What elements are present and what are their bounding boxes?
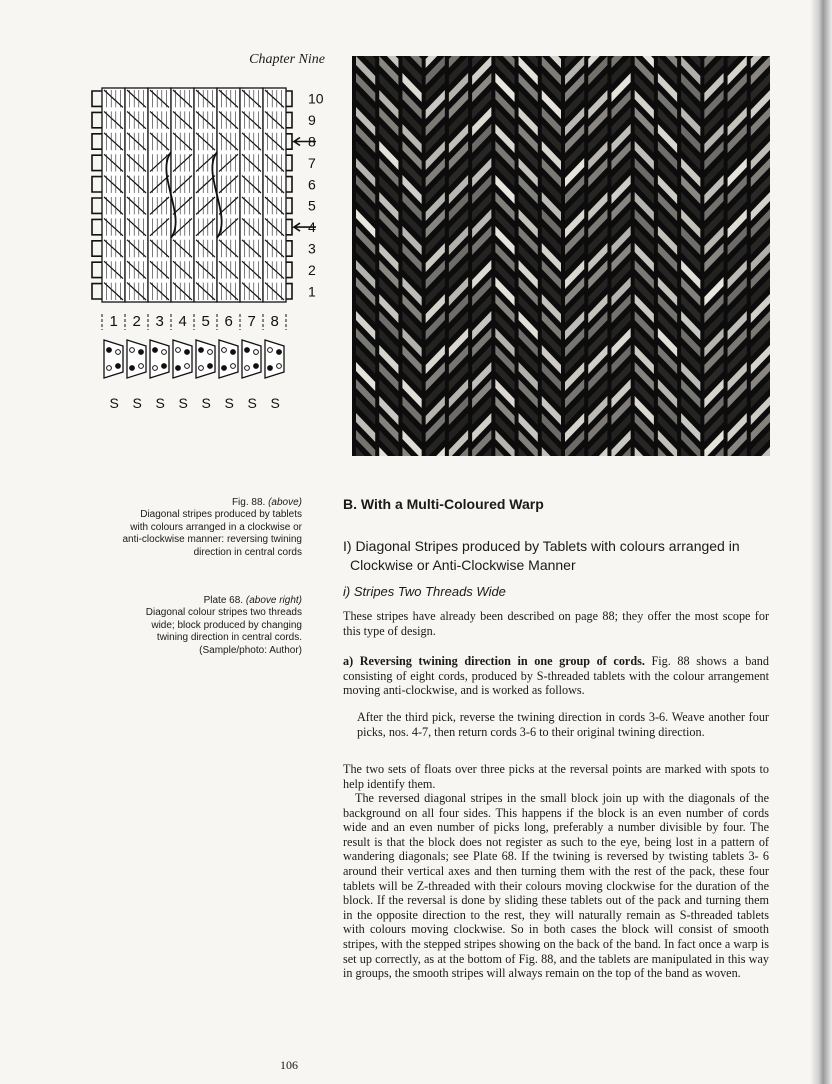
- tablet-hole: [130, 366, 135, 371]
- threading-letter: S: [201, 395, 211, 411]
- weft-loop: [92, 262, 102, 277]
- tablet-hole: [176, 348, 181, 353]
- tablet-hole: [268, 366, 273, 371]
- row-number: 1: [308, 283, 316, 300]
- tablet: [219, 340, 238, 378]
- section-heading: B. With a Multi-Coloured Warp: [343, 496, 544, 512]
- tablet-hole: [153, 348, 158, 353]
- weft-loop: [286, 177, 292, 192]
- tablet-hole: [162, 364, 167, 369]
- weft-loop: [286, 91, 292, 106]
- page-number: 106: [280, 1058, 298, 1072]
- tablet: [150, 340, 169, 378]
- tablet-hole: [199, 366, 204, 371]
- row-number: 8: [308, 133, 316, 150]
- weft-loop: [286, 198, 292, 213]
- weft-loop: [92, 219, 102, 234]
- tablet-hole: [231, 364, 236, 369]
- cord-number: 2: [132, 313, 141, 330]
- tablet-hole: [222, 366, 227, 371]
- caption-line: Diagonal colour stripes two threads: [145, 607, 302, 619]
- weft-loop: [92, 112, 102, 127]
- paragraph: These stripes have already been described on page 88; they offer the most scope for this type of design.: [343, 609, 769, 638]
- tablet-hole: [153, 366, 158, 371]
- paragraph: The two sets of floats over three picks at the reversal points are marked with spots to help identify them.: [343, 762, 769, 791]
- caption-line: twining direction in central cords.: [156, 632, 302, 644]
- plate-68-photo: [352, 56, 770, 456]
- tablet-hole: [208, 364, 213, 369]
- tablet-hole: [231, 350, 236, 355]
- plate-68-ref: (above right): [245, 595, 302, 606]
- fig-88-diagram: [88, 80, 328, 430]
- paragraph: The reversed diagonal stripes in the small block join up with the diagonals of the background on all four sides. This happens if the block is an even number of cords wide and an even number of picks long, preferably a number divisible by four. The result is that the block does not register as such to the eye, being lost in a pattern of wandering diagonals; see Plate 68. If the twining is reversed by twisting tablets 3- 6 around their vertical axes and then turning them with the rest of the pack, these four tablets will be Z-threaded with their colours moving clockwise for the duration of the block. If the reversal is done by sliding these tablets out of the pack and turning them in the opposite direction to the rest, they will naturally remain as S-threaded tablets with colours moving clockwise. So in both cases the block will consist of smooth stripes, with the stepped stripes showing on the back of the band. In fact once a warp is set up correctly, as at the bottom of Fig. 88, and the tablets are manipulated in this way in groups, the smooth stripes will always remain on the top of the band as woven.: [343, 791, 769, 981]
- caption-line: Diagonal stripes produced by tablets: [140, 509, 302, 521]
- fig-88-label: Fig. 88.: [231, 497, 266, 508]
- weft-loop: [92, 241, 102, 256]
- weft-loop: [92, 177, 102, 192]
- tablet-hole: [130, 348, 135, 353]
- tablet-hole: [176, 366, 181, 371]
- tablet-hole: [185, 350, 190, 355]
- tablet-hole: [222, 348, 227, 353]
- tablet-hole: [277, 364, 282, 369]
- row-number: 6: [308, 176, 316, 193]
- tablet: [173, 340, 192, 378]
- tablet: [127, 340, 146, 378]
- tablet: [242, 340, 261, 378]
- weft-loop: [286, 155, 292, 170]
- subheading: I) Diagonal Stripes produced by Tablets with colours arranged in Clockwise or Anti-Clockwise Manner: [343, 538, 740, 573]
- caption-line: direction in central cords: [193, 546, 302, 558]
- tablet-hole: [162, 350, 167, 355]
- plate-68-label: Plate 68.: [203, 595, 244, 606]
- row-number: 2: [308, 261, 316, 278]
- tablet-hole: [245, 366, 250, 371]
- weft-loop: [286, 241, 292, 256]
- running-header: Chapter Nine: [249, 52, 325, 67]
- threading-letter: S: [270, 395, 280, 411]
- threading-letter: S: [247, 395, 257, 411]
- tablet-hole: [254, 364, 259, 369]
- paragraph-body: Fig. 88 shows a band consisting of eight cords, produced by S-threaded tablets with the colour arrangement moving anti-clockwise, and is worked as follows.: [343, 654, 769, 698]
- threading-letter: S: [178, 395, 188, 411]
- tablet-hole: [254, 350, 259, 355]
- row-number: 3: [308, 240, 316, 257]
- tablet-hole: [139, 364, 144, 369]
- fig-88-ref: (above): [268, 497, 302, 508]
- caption-line: (Sample/photo: Author): [199, 644, 302, 656]
- threading-letter: S: [132, 395, 142, 411]
- row-number: 4: [308, 219, 316, 236]
- weft-loop: [286, 112, 292, 127]
- cord-number: 8: [270, 313, 279, 330]
- tablet-hole: [139, 350, 144, 355]
- weft-loop: [286, 134, 292, 149]
- italic-heading: i) Stripes Two Threads Wide: [343, 584, 506, 599]
- tablet: [104, 340, 123, 378]
- cord-number: 4: [178, 313, 187, 330]
- weft-loop: [92, 91, 102, 106]
- weft-loop: [286, 262, 292, 277]
- tablet-hole: [277, 350, 282, 355]
- plate-68-caption: [110, 595, 302, 657]
- caption-line: anti-clockwise manner: reversing twining: [122, 534, 302, 546]
- tablet-hole: [107, 366, 112, 371]
- row-number: 7: [308, 154, 316, 171]
- tablet-hole: [268, 348, 273, 353]
- tablet-hole: [107, 348, 112, 353]
- cord-number: 5: [201, 313, 210, 330]
- row-number: 5: [308, 197, 316, 214]
- tablet-hole: [245, 348, 250, 353]
- weft-loop: [286, 284, 292, 299]
- tablet: [265, 340, 284, 378]
- weft-loop: [92, 284, 102, 299]
- weft-loop: [286, 219, 292, 234]
- fig-88-caption: [110, 497, 302, 559]
- tablet: [196, 340, 215, 378]
- page-binding-edge: [810, 0, 832, 1084]
- cord-number: 7: [247, 313, 256, 330]
- weft-loop: [92, 198, 102, 213]
- paragraph: [343, 654, 769, 698]
- cord-number: 1: [109, 313, 118, 330]
- caption-line: wide; block produced by changing: [151, 619, 302, 631]
- paragraph-bold-lead: a) Reversing twining direction in one group of cords.: [343, 654, 645, 668]
- row-number: 10: [308, 90, 324, 107]
- threading-letter: S: [155, 395, 165, 411]
- tablet-hole: [199, 348, 204, 353]
- row-number: 9: [308, 112, 316, 129]
- cord-number: 6: [224, 313, 233, 330]
- tablet-hole: [208, 350, 213, 355]
- threading-letter: S: [109, 395, 119, 411]
- weft-loop: [92, 155, 102, 170]
- tablet-hole: [185, 364, 190, 369]
- caption-line: with colours arranged in a clockwise or: [130, 521, 302, 533]
- weft-loop: [92, 134, 102, 149]
- tablet-hole: [116, 364, 121, 369]
- paragraph-indented: After the third pick, reverse the twining direction in cords 3-6. Weave another four picks, nos. 4-7, then return cords 3-6 to their original twining direction.: [357, 710, 769, 739]
- threading-letter: S: [224, 395, 234, 411]
- tablet-hole: [116, 350, 121, 355]
- cord-number: 3: [155, 313, 164, 330]
